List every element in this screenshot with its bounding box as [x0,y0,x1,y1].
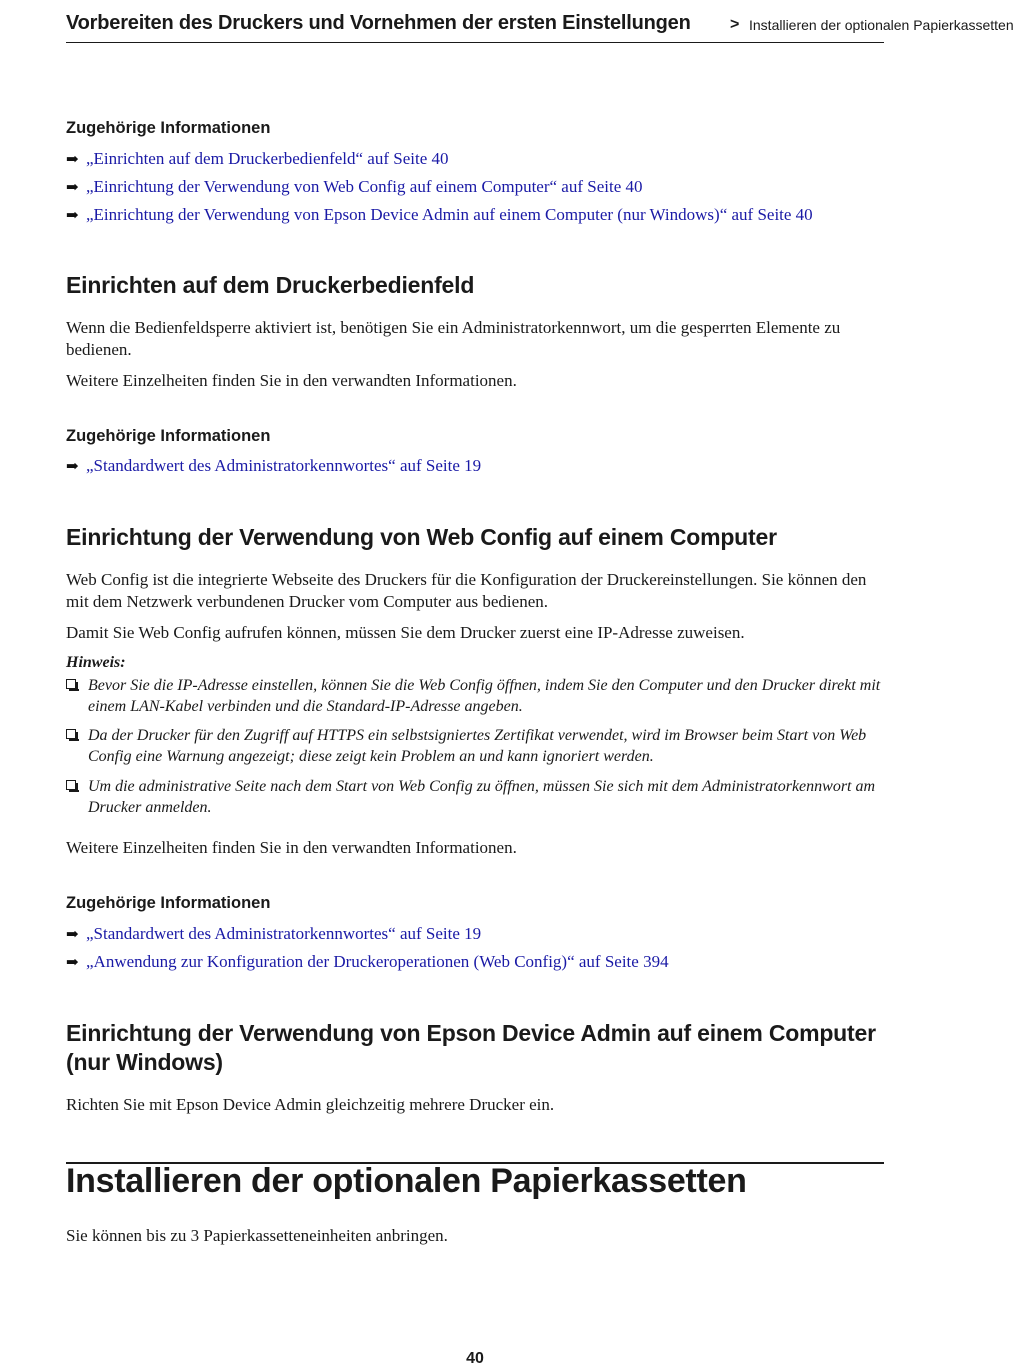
running-header [66,8,1014,43]
related-info-title: Zugehörige Informationen [66,894,271,912]
right-arrow-icon: ➡ [66,152,79,168]
header-section-title: Installieren der optionalen Papierkassetten [749,17,1014,33]
related-link-text[interactable]: „Einrichtung der Verwendung von Web Config auf einem Computer“ auf Seite 40 [86,177,643,196]
related-info-title: Zugehörige Informationen [66,427,271,445]
related-link-text[interactable]: „Anwendung zur Konfiguration der Druckeroperationen (Web Config)“ auf Seite 394 [86,952,669,971]
section-heading: Einrichtung der Verwendung von Web Config auf einem Computer [66,524,777,550]
related-link-text[interactable]: „Standardwert des Administratorkennwortes“ auf Seite 19 [86,924,482,943]
note-item [66,725,884,767]
chapter-heading: Installieren der optionalen Papierkassetten [66,1162,747,1200]
right-arrow-icon: ➡ [66,927,79,943]
section-heading: Einrichten auf dem Druckerbedienfeld [66,272,475,298]
related-link-text[interactable]: „Einrichtung der Verwendung von Epson Device Admin auf einem Computer (nur Windows)“ auf Seite 40 [86,205,813,224]
right-arrow-icon: ➡ [66,459,79,475]
related-link[interactable] [66,205,813,225]
paragraph: Damit Sie Web Config aufrufen können, müssen Sie dem Drucker zuerst eine IP-Adresse zuweisen. [66,623,745,642]
note-label: Hinweis: [66,654,126,671]
note-item [66,675,884,717]
right-arrow-icon: ➡ [66,955,79,971]
note-text: Da der Drucker für den Zugriff auf HTTPS ein selbstsigniertes Zertifikat verwendet, wird im Browser beim Start von Web Config eine Warnung angezeigt; diese zeigt kein Problem an und kann ignoriert werden. [88,727,867,765]
note-text: Bevor Sie die IP-Adresse einstellen, können Sie die Web Config öffnen, indem Sie den Computer und den Drucker direkt mit einem LAN-Kabel verbinden und die Standard-IP-Adresse angeben. [88,677,881,715]
related-link[interactable] [66,177,643,197]
checkbox-bullet-icon [66,729,76,739]
page-number: 40 [466,1350,484,1367]
section-heading: Einrichtung der Verwendung von Epson Device Admin auf einem Computer (nur Windows) [66,1020,876,1075]
related-info-title: Zugehörige Informationen [66,119,271,137]
paragraph: Wenn die Bedienfeldsperre aktiviert ist, benötigen Sie ein Administratorkennwort, um die gesperrten Elemente zu bedienen. [66,318,841,359]
checkbox-bullet-icon [66,780,76,790]
related-link-text[interactable]: „Standardwert des Administratorkennwortes“ auf Seite 19 [86,456,482,475]
paragraph: Weitere Einzelheiten finden Sie in den verwandten Informationen. [66,838,517,857]
checkbox-bullet-icon [66,679,76,689]
note-item [66,776,884,818]
paragraph: Richten Sie mit Epson Device Admin gleichzeitig mehrere Drucker ein. [66,1095,555,1114]
paragraph: Web Config ist die integrierte Webseite des Druckers für die Konfiguration der Druckereinstellungen. Sie können den mit dem Netzwerk verbundenen Drucker vom Computer aus bedienen. [66,570,867,611]
header-chapter-title: Vorbereiten des Druckers und Vornehmen der ersten Einstellungen [66,12,691,34]
related-link-text[interactable]: „Einrichten auf dem Druckerbedienfeld“ auf Seite 40 [86,149,449,168]
paragraph: Weitere Einzelheiten finden Sie in den verwandten Informationen. [66,371,517,390]
paragraph: Sie können bis zu 3 Papierkassetteneinheiten anbringen. [66,1226,448,1245]
related-link[interactable] [66,456,481,476]
related-link[interactable] [66,952,669,972]
related-link[interactable] [66,149,449,169]
right-arrow-icon: ➡ [66,180,79,196]
note-text: Um die administrative Seite nach dem Start von Web Config zu öffnen, müssen Sie sich mit dem Administratorkennwort am Drucker anmelden. [88,778,876,816]
header-separator: > [730,16,740,33]
right-arrow-icon: ➡ [66,208,79,224]
related-link[interactable] [66,924,481,944]
